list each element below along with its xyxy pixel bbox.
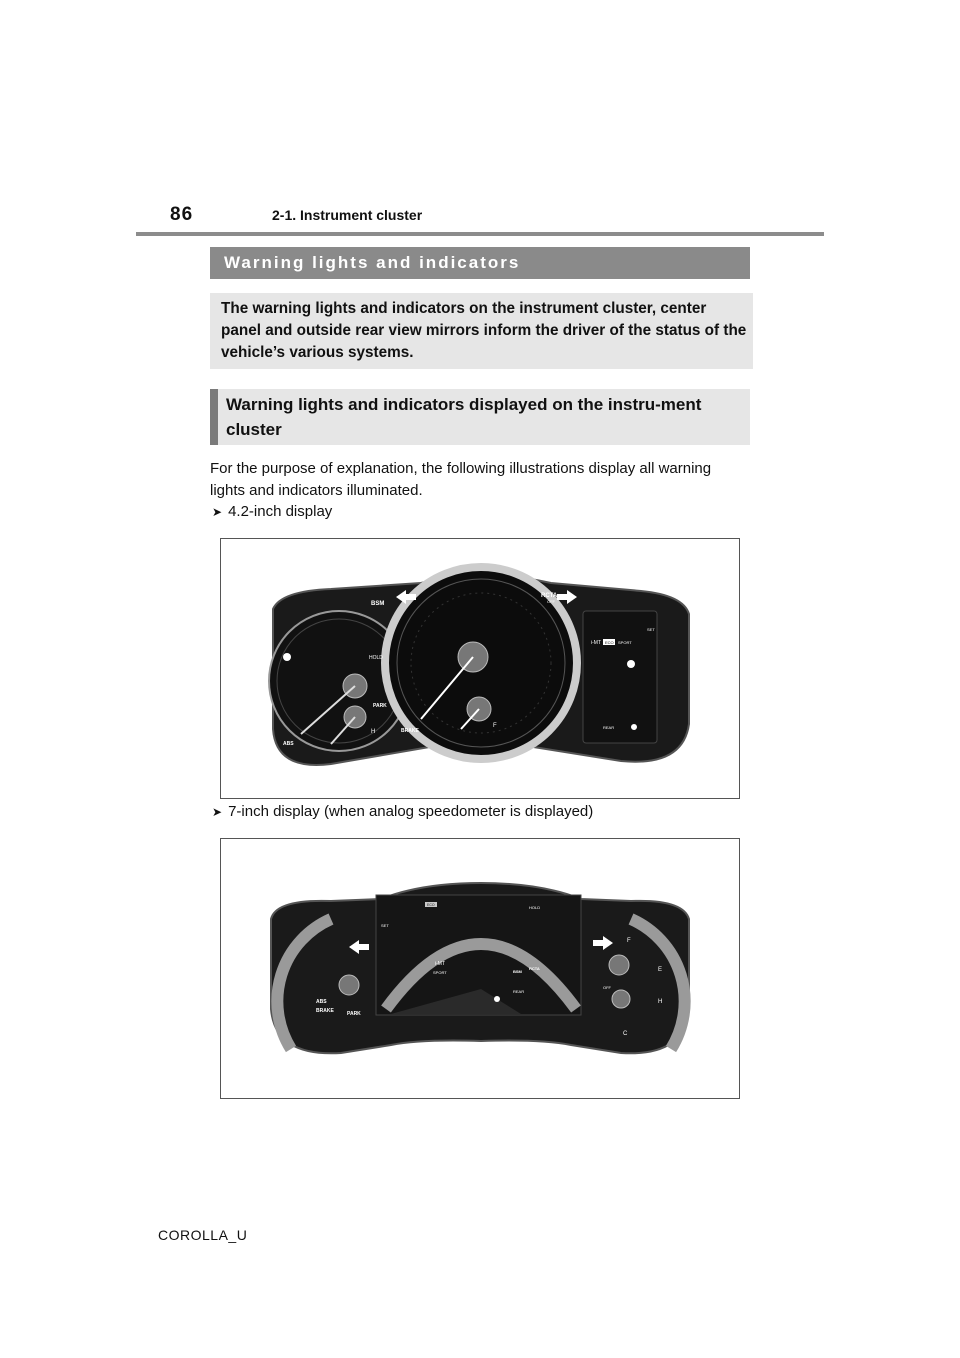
intro-text: The warning lights and indicators on the instrument cluster, center panel and outside rear view mirrors inform the driver of the status of the vehicle’s various systems. — [221, 300, 747, 361]
body-paragraph: For the purpose of explanation, the following illustrations display all warning lights and indicators illuminated. — [210, 460, 712, 499]
instrument-cluster-4-2-inch — [221, 539, 739, 798]
fuel-e-label: E — [658, 967, 663, 973]
abs-label: ABS — [283, 741, 294, 747]
sport-label: SPORT — [433, 970, 447, 975]
imt-label: i-MT — [591, 640, 601, 646]
figure-2-illustration — [220, 838, 740, 1099]
brake-label: BRAKE — [316, 1008, 334, 1014]
bullet-arrow-icon: ➤ — [212, 805, 223, 819]
hold-label: HOLD — [529, 905, 541, 910]
bullet-arrow-icon: ➤ — [212, 505, 223, 519]
set-label: SET — [647, 627, 655, 632]
figure-1-illustration — [220, 538, 740, 799]
figure-2-caption-text: 7-inch display (when analog speedometer is displayed) — [228, 803, 594, 820]
figure-2-caption — [212, 803, 593, 820]
imt-label: i-MT — [435, 961, 445, 967]
lane-assist-icon — [494, 996, 500, 1002]
header-rule — [136, 232, 824, 236]
subheading-box — [210, 389, 750, 445]
bsm-label: BSM — [513, 969, 522, 974]
bsm-label: BSM — [371, 601, 385, 607]
sport-label: SPORT — [618, 640, 632, 645]
subheading: Warning lights and indicators displayed on the instru-ment cluster — [226, 395, 702, 439]
page-number: 86 — [170, 204, 194, 225]
temp-c-label: C — [623, 1031, 628, 1037]
fuel-gauge-hub-icon — [609, 955, 629, 975]
left-gauge-hub-icon — [339, 975, 359, 995]
temp-gauge-hub-icon — [612, 990, 630, 1008]
abs-label: ABS — [316, 999, 327, 1005]
instrument-cluster-7-inch — [221, 839, 739, 1098]
park-label: PARK — [373, 703, 387, 709]
rear-label: REAR — [513, 989, 525, 994]
rear-label: REAR — [603, 725, 615, 730]
brake-label: BRAKE — [401, 728, 419, 734]
section-title: Warning lights and indicators — [224, 253, 521, 272]
temp-h-label: H — [658, 999, 663, 1005]
warning-icon — [283, 653, 291, 661]
section-label: 2-1. Instrument cluster — [272, 207, 423, 223]
park-label: PARK — [347, 1011, 361, 1017]
footer-model-code: COROLLA_U — [158, 1227, 248, 1243]
intro-box — [210, 293, 753, 369]
fuel-f-label: F — [493, 723, 497, 729]
fuel-f-label: F — [627, 938, 631, 944]
eco-label: ECO — [427, 903, 435, 907]
rcta-label: RCTA — [529, 966, 540, 971]
lane-assist-icon — [627, 660, 635, 668]
set-label: SET — [381, 923, 389, 928]
section-title-bar — [210, 247, 750, 279]
temp-h-label: H — [371, 729, 376, 735]
multi-info-display — [583, 611, 657, 743]
eco-label: ECO — [605, 640, 614, 645]
figure-1-caption-text: 4.2-inch display — [228, 503, 333, 520]
seat-occupancy-icon — [631, 724, 637, 730]
figure-1-caption — [212, 503, 332, 520]
off-label: OFF — [603, 985, 611, 990]
rcta-off-label: OFF — [547, 599, 555, 604]
rcta-label: RCTA — [541, 593, 558, 599]
hold-label: HOLD — [369, 655, 383, 661]
